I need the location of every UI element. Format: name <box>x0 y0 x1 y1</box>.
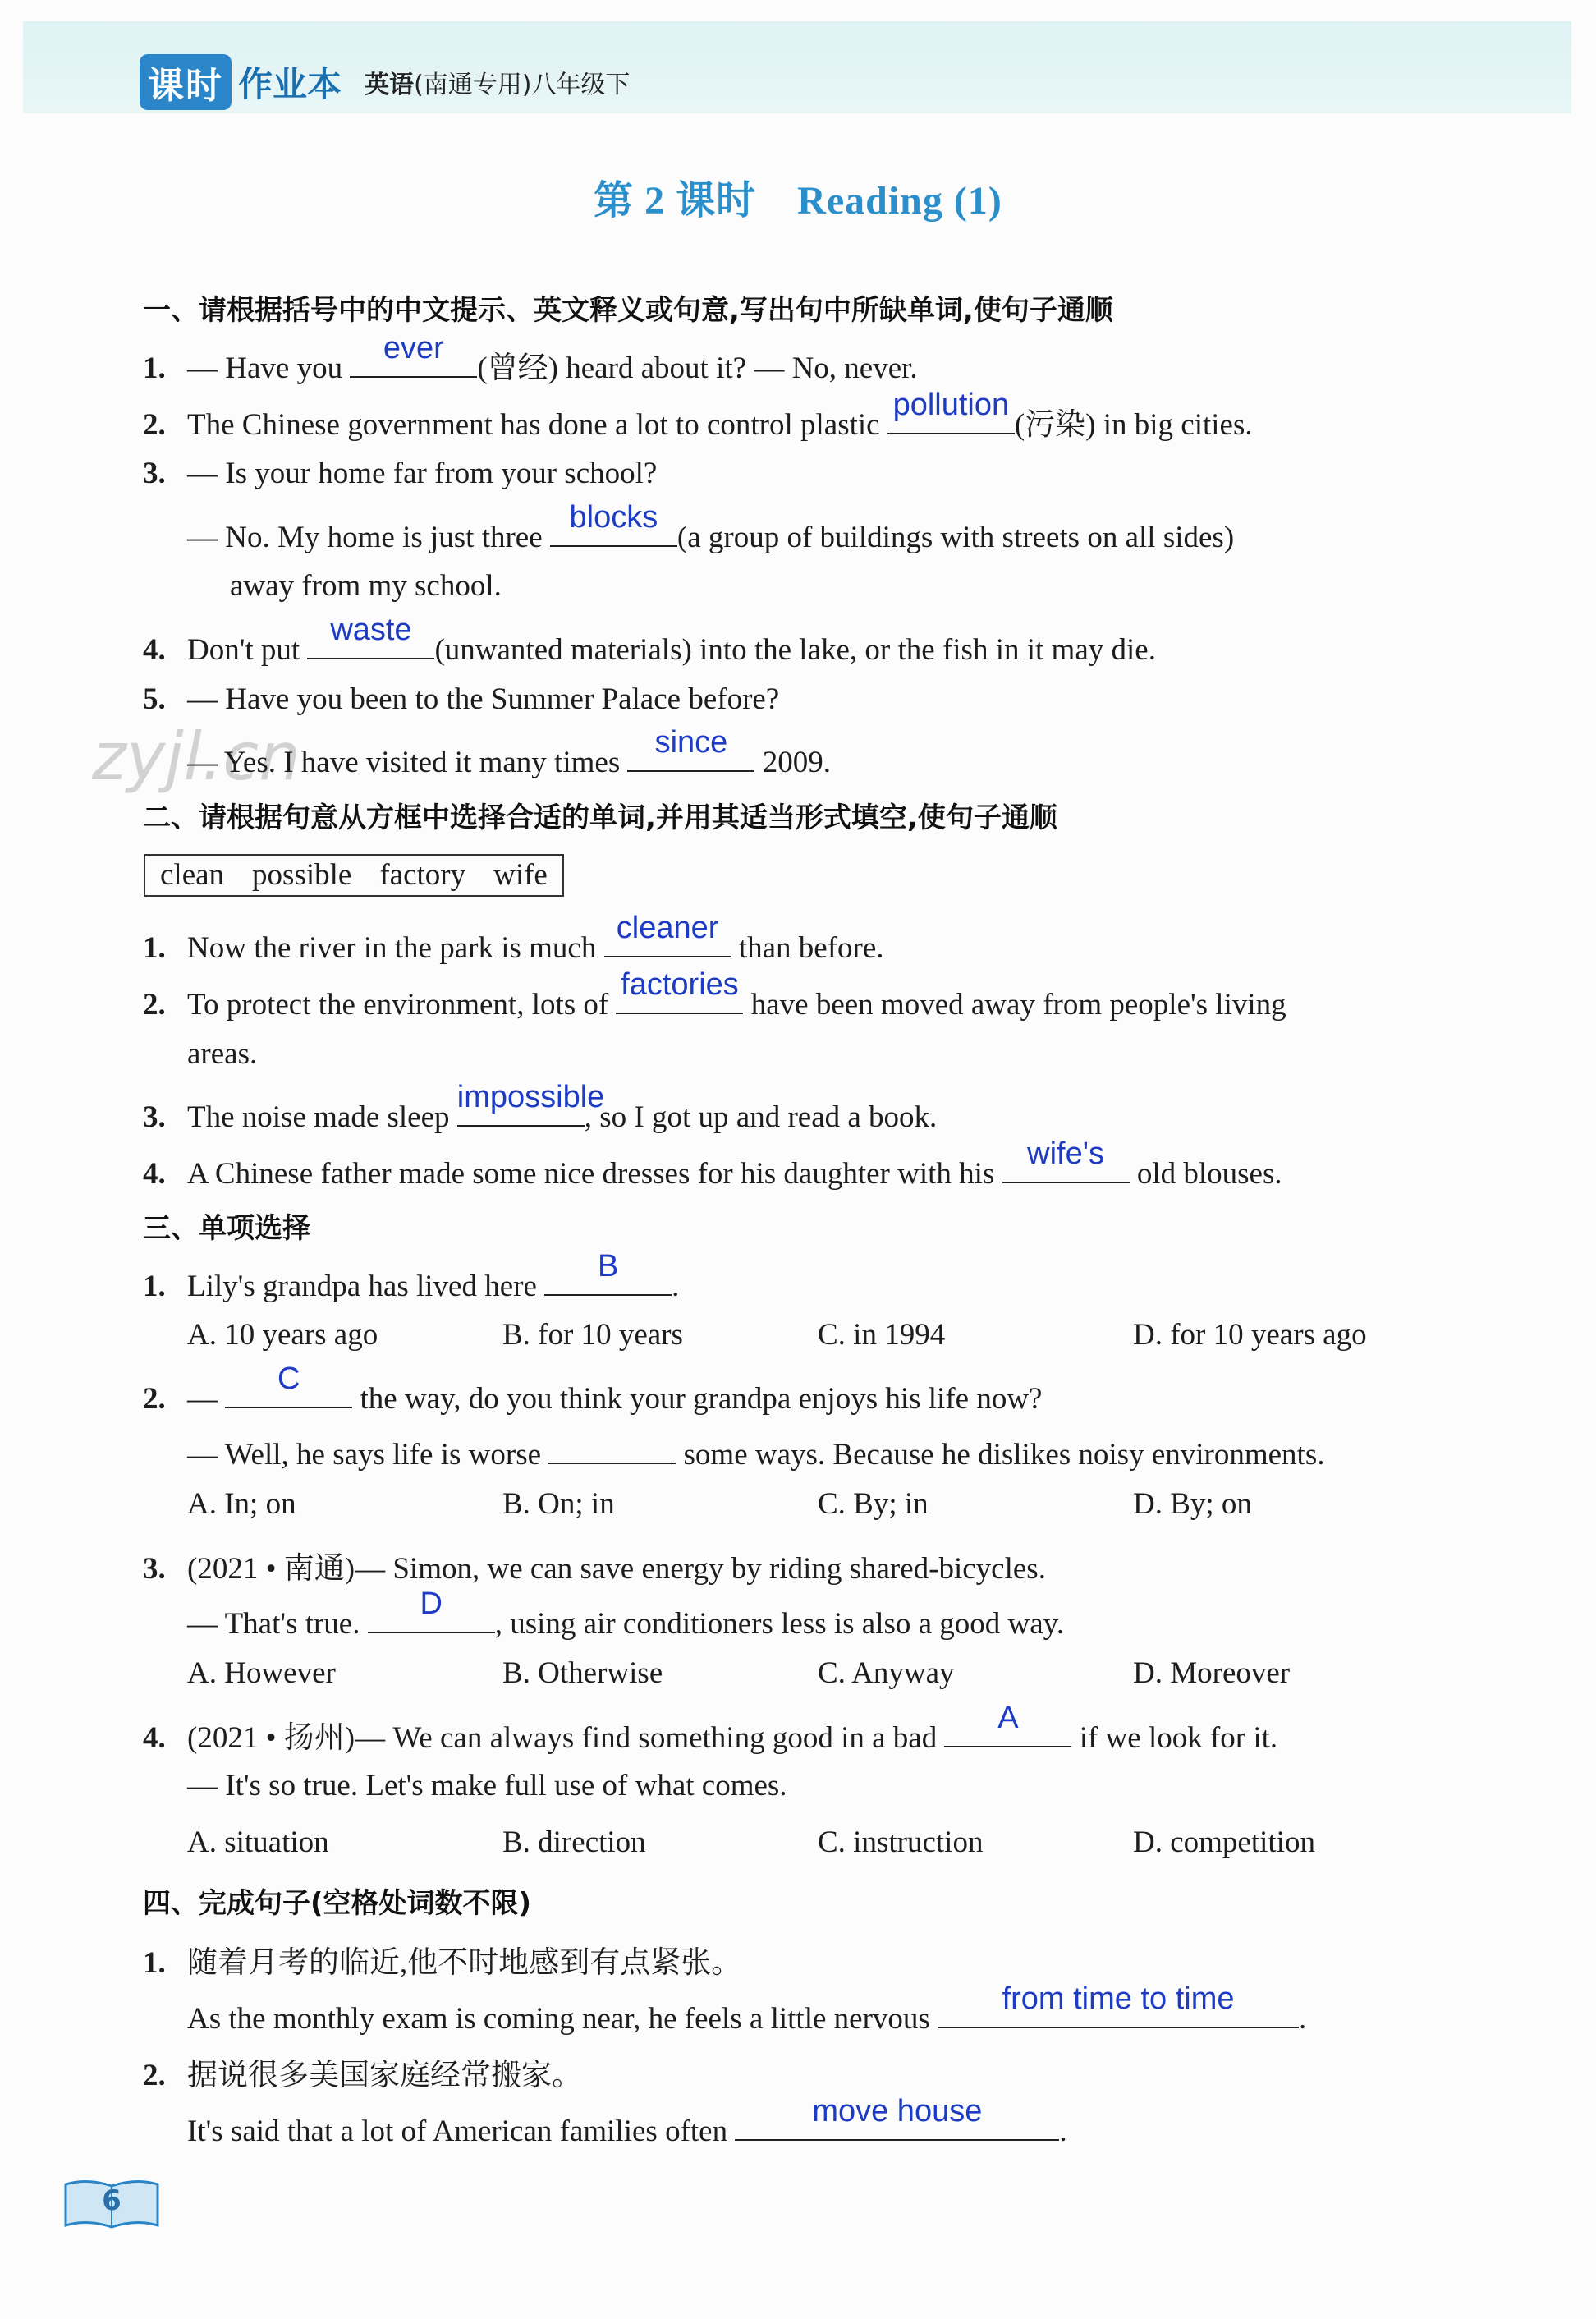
option-b[interactable]: B. Otherwise <box>502 1656 663 1690</box>
answer-blank[interactable]: C <box>225 1374 352 1408</box>
answer-blank[interactable]: A <box>944 1713 1071 1747</box>
word-bank: clean possible factory wife <box>144 854 564 897</box>
s3-q4: 4. (2021 • 扬州)— We can always find something good in a bad A if we look for it. <box>143 1701 1278 1755</box>
s1-q3-line1: 3. — Is your home far from your school? <box>143 457 658 490</box>
answer-blank[interactable]: B <box>544 1261 672 1296</box>
s1-q3-line2: — No. My home is just three blocks (a group of buildings with streets on all sides) <box>187 500 1235 554</box>
option-c[interactable]: C. Anyway <box>818 1656 955 1690</box>
book-subtitle: 英语(南通专用)八年级下 <box>365 71 631 99</box>
option-c[interactable]: C. instruction <box>818 1825 984 1859</box>
s3-q3-line2: — That's true. D , using air conditioners less is also a good way. <box>187 1587 1065 1641</box>
option-b[interactable]: B. direction <box>502 1825 646 1859</box>
option-d[interactable]: D. Moreover <box>1133 1656 1291 1690</box>
section-4-title: 四、完成句子(空格处词数不限) <box>143 1887 532 1920</box>
option-a[interactable]: A. situation <box>187 1825 329 1859</box>
answer-blank[interactable] <box>548 1430 676 1464</box>
answer-blank[interactable]: waste <box>307 625 434 659</box>
option-b[interactable]: B. for 10 years <box>502 1318 683 1352</box>
option-b[interactable]: B. On; in <box>502 1487 615 1521</box>
answer-blank[interactable]: move house <box>735 2106 1059 2141</box>
lesson-title: 第 2 课时 Reading (1) <box>594 179 1002 223</box>
option-d[interactable]: D. By; on <box>1133 1487 1252 1521</box>
s2-q4: 4. A Chinese father made some nice dresses for his daughter with his wife's old blouses. <box>143 1137 1282 1191</box>
brand <box>140 57 630 107</box>
s4-q2: It's said that a lot of American families often move house . <box>187 2094 1067 2148</box>
s2-q1: 1. Now the river in the park is much cleaner than before. <box>143 911 884 965</box>
answer-blank[interactable]: since <box>627 737 754 772</box>
option-a[interactable]: A. However <box>187 1656 336 1690</box>
s3-q1: 1. Lily's grandpa has lived here B . <box>143 1249 680 1303</box>
s3-q2-line2: — Well, he says life is worse some ways. Because he dislikes noisy environments. <box>143 1430 1325 1472</box>
s4-q1: As the monthly exam is coming near, he feels a little nervous from time to time . <box>187 1981 1307 2036</box>
s3-q4-line2: — It's so true. Let's make full use of what comes. <box>187 1769 787 1802</box>
answer-blank[interactable]: pollution <box>887 400 1015 434</box>
s1-q1: 1. — Have you ever (曾经) heard about it? — No, never. <box>143 331 918 385</box>
option-c[interactable]: C. By; in <box>818 1487 929 1521</box>
answer-blank[interactable]: factories <box>616 980 743 1014</box>
section-2-title: 二、请根据句意从方框中选择合适的单词,并用其适当形式填空,使句子通顺 <box>143 801 1057 834</box>
section-3-title: 三、单项选择 <box>143 1212 310 1245</box>
s2-q2-line2: areas. <box>187 1037 258 1071</box>
answer-blank[interactable]: blocks <box>550 512 677 547</box>
s3-q2: 2. — C the way, do you think your grandpa enjoys his life now? <box>143 1362 1043 1416</box>
s2-q2: 2. To protect the environment, lots of factories have been moved away from people's living <box>143 967 1286 1022</box>
answer-blank[interactable]: wife's <box>1002 1149 1130 1183</box>
s3-q3: 3. (2021 • 南通)— Simon, we can save energy by riding shared-bicycles. <box>143 1552 1046 1586</box>
s1-q2: 2. The Chinese government has done a lot to control plastic pollution (污染) in big cities. <box>143 388 1253 442</box>
option-d[interactable]: D. for 10 years ago <box>1133 1318 1367 1352</box>
s2-q3: 3. The noise made sleep impossible , so I got up and read a book. <box>143 1080 938 1134</box>
answer-blank[interactable]: from time to time <box>938 1994 1299 2028</box>
answer-blank[interactable]: impossible <box>457 1092 585 1127</box>
answer-blank[interactable]: ever <box>350 343 477 378</box>
section-1-title: 一、请根据括号中的中文提示、英文释义或句意,写出句中所缺单词,使句子通顺 <box>143 294 1113 327</box>
option-a[interactable]: A. In; on <box>187 1487 296 1521</box>
option-c[interactable]: C. in 1994 <box>818 1318 946 1352</box>
s4-q2-cn: 2. 据说很多美国家庭经常搬家。 <box>143 2059 582 2092</box>
brand-logo: 课时 <box>140 54 232 110</box>
s1-q5-line2: — Yes. I have visited it many times since 2009. <box>187 725 831 779</box>
s1-q5-line1: 5. — Have you been to the Summer Palace before? <box>143 682 780 716</box>
s1-q4: 4. Don't put waste (unwanted materials) into the lake, or the fish in it may die. <box>143 613 1156 667</box>
answer-blank[interactable]: cleaner <box>604 923 732 957</box>
s4-q1-cn: 1. 随着月考的临近,他不时地感到有点紧张。 <box>143 1946 742 1980</box>
page-number: 6 <box>62 2178 161 2230</box>
s1-q3-line3: away from my school. <box>230 569 502 603</box>
watermark: zyjl.cn <box>92 719 300 795</box>
option-d[interactable]: D. competition <box>1133 1825 1315 1859</box>
answer-blank[interactable]: D <box>368 1599 495 1633</box>
brand-name: 作业本 <box>238 64 342 104</box>
option-a[interactable]: A. 10 years ago <box>187 1318 378 1352</box>
